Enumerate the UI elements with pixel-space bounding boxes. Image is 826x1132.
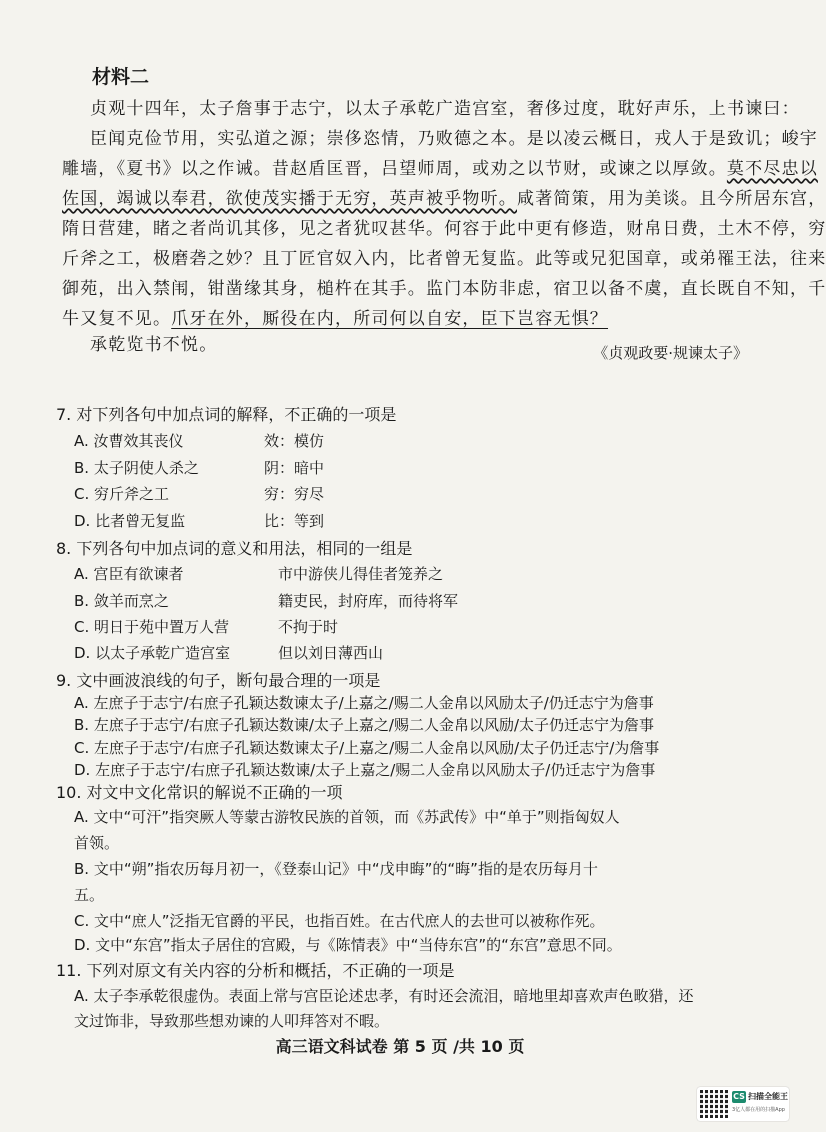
question-10-line: B. 文中“朔”指农历每月初一，《登泰山记》中“戊申晦”的“晦”指的是农历每月十 [74, 860, 598, 878]
passage-text: 咸著简策，用为美谈。且今所居东宫， [517, 189, 826, 209]
passage-line: 斤斧之工，极磨砻之妙？且丁匠官奴入内，比者曾无复监。此等或兄犯国章，或弟罹王法，往来 [62, 249, 826, 269]
question-7-option-a: A. 汝曹效其丧仪 [74, 432, 184, 450]
passage-source: 《贞观政要·规谏太子》 [593, 344, 748, 362]
question-9-option-d: D. 左庶子于志宁/右庶子孔颖达数谏/太子上嘉之/赐二人金帛以风励太子/仍迁志宁为詹事 [74, 761, 656, 779]
question-7-option-d: D. 比者曾无复监 [74, 512, 186, 530]
question-9-stem: 9. 文中画波浪线的句子，断句最合理的一项是 [56, 671, 381, 690]
question-10-line: D. 文中“东宫”指太子居住的宫殿，与《陈情表》中“当侍东宫”的“东宫”意思不同。 [74, 936, 622, 954]
question-8-compare-c: 不拘于时 [278, 618, 339, 636]
question-7-option-b: B. 太子阴使人杀之 [74, 459, 199, 477]
question-10-line: C. 文中“庶人”泛指无官爵的平民，也指百姓。在古代庶人的去世可以被称作死。 [74, 912, 605, 930]
question-11-stem: 11. 下列对原文有关内容的分析和概括，不正确的一项是 [56, 961, 455, 980]
question-7-option-c: C. 穷斤斧之工 [74, 485, 170, 503]
passage-line: 贞观十四年，太子詹事于志宁，以太子承乾广造宫室，奢侈过度，耽好声乐，上书谏曰： [90, 99, 800, 119]
cs-logo-icon: CS [733, 1092, 745, 1101]
passage-text: 牛又复不见。 [62, 309, 172, 329]
passage-closing: 承乾览书不悦。 [90, 335, 218, 355]
material-heading: 材料二 [92, 66, 150, 88]
question-7-stem: 7. 对下列各句中加点词的解释，不正确的一项是 [56, 405, 397, 424]
scanner-subtitle: 3亿人都在用的扫描App [732, 1107, 785, 1113]
passage-line [62, 304, 608, 329]
question-11-line: A. 太子李承乾很虚伪。表面上常与宫臣论述忠孝，有时还会流泪，暗地里却喜欢声色畋猎，还 [74, 987, 694, 1005]
passage-line: 御苑，出入禁闱，钳凿缘其身，槌杵在其手。监门本防非虑，宿卫以备不虞，直长既自不知，千 [62, 279, 826, 299]
qr-code-icon [700, 1090, 728, 1118]
question-7-gloss-d: 比：等到 [264, 512, 325, 530]
question-7-gloss-c: 穷：穷尽 [264, 485, 325, 503]
passage-text: 雕墙，《夏书》以之作诫。昔赵盾匡晋，吕望师周，或劝之以节财，或谏之以厚敛。 [62, 159, 727, 179]
question-7-gloss-b: 阴：暗中 [264, 459, 325, 477]
question-10-stem: 10. 对文中文化常识的解说不正确的一项 [56, 783, 343, 802]
question-8-compare-d: 但以刘日薄西山 [278, 644, 384, 662]
question-8-compare-a: 市中游侠儿得佳者笼养之 [278, 565, 444, 583]
question-8-stem: 8. 下列各句中加点词的意义和用法，相同的一组是 [56, 539, 413, 558]
question-10-line: A. 文中“可汗”指突厥人等蒙古游牧民族的首领，而《苏武传》中“单于”则指匈奴人 [74, 808, 620, 826]
question-8-option-b: B. 敛羊而烹之 [74, 592, 169, 610]
passage-line: 隋日营建，睹之者尚讥其侈，见之者犹叹甚华。何容于此中更有修造，财帛日费，土木不停，穷 [62, 219, 826, 239]
question-8-option-d: D. 以太子承乾广造宫室 [74, 644, 231, 662]
question-9-option-c: C. 左庶子于志宁/右庶子孔颖达数谏太子/上嘉之/赐二人金帛以风励/太子仍迁志宁/为詹事 [74, 739, 660, 757]
question-8-option-c: C. 明日于苑中置万人营 [74, 618, 230, 636]
passage-line [62, 184, 826, 209]
scanner-title: 扫描全能王 [748, 1092, 788, 1101]
question-8-compare-b: 籍吏民，封府库，而待将军 [278, 592, 459, 610]
question-9-option-a: A. 左庶子于志宁/右庶子孔颖达数谏太子/上嘉之/赐二人金帛以风励太子/仍迁志宁为詹事 [74, 694, 654, 712]
question-10-line: 五。 [74, 886, 105, 904]
scanner-watermark [697, 1087, 789, 1121]
passage-line: 臣闻克俭节用，实弘道之源；崇侈恣情，乃败德之本。是以凌云概日，戎人于是致讥；峻宇 [90, 129, 818, 149]
question-7-gloss-a: 效：模仿 [264, 432, 325, 450]
question-11-line: 文过饰非，导致那些想劝谏的人叩拜答对不暇。 [74, 1012, 390, 1030]
wavy-underlined-text: 佐国，竭诚以奉君，欲使茂实播于无穷，英声被乎物听。 [62, 189, 517, 209]
question-10-line: 首领。 [74, 834, 120, 852]
page-footer: 高三语文科试卷 第 5 页 /共 10 页 [275, 1037, 525, 1056]
underlined-text: 爪牙在外，厮役在内，所司何以自安，臣下岂容无惧？ [171, 309, 609, 329]
question-8-option-a: A. 宫臣有欲谏者 [74, 565, 184, 583]
wavy-underlined-text: 莫不尽忠以 [726, 159, 818, 179]
passage-line [62, 154, 818, 179]
question-9-option-b: B. 左庶子于志宁/右庶子孔颖达数谏/太子上嘉之/赐二人金帛以风励/太子仍迁志宁为詹事 [74, 716, 655, 734]
